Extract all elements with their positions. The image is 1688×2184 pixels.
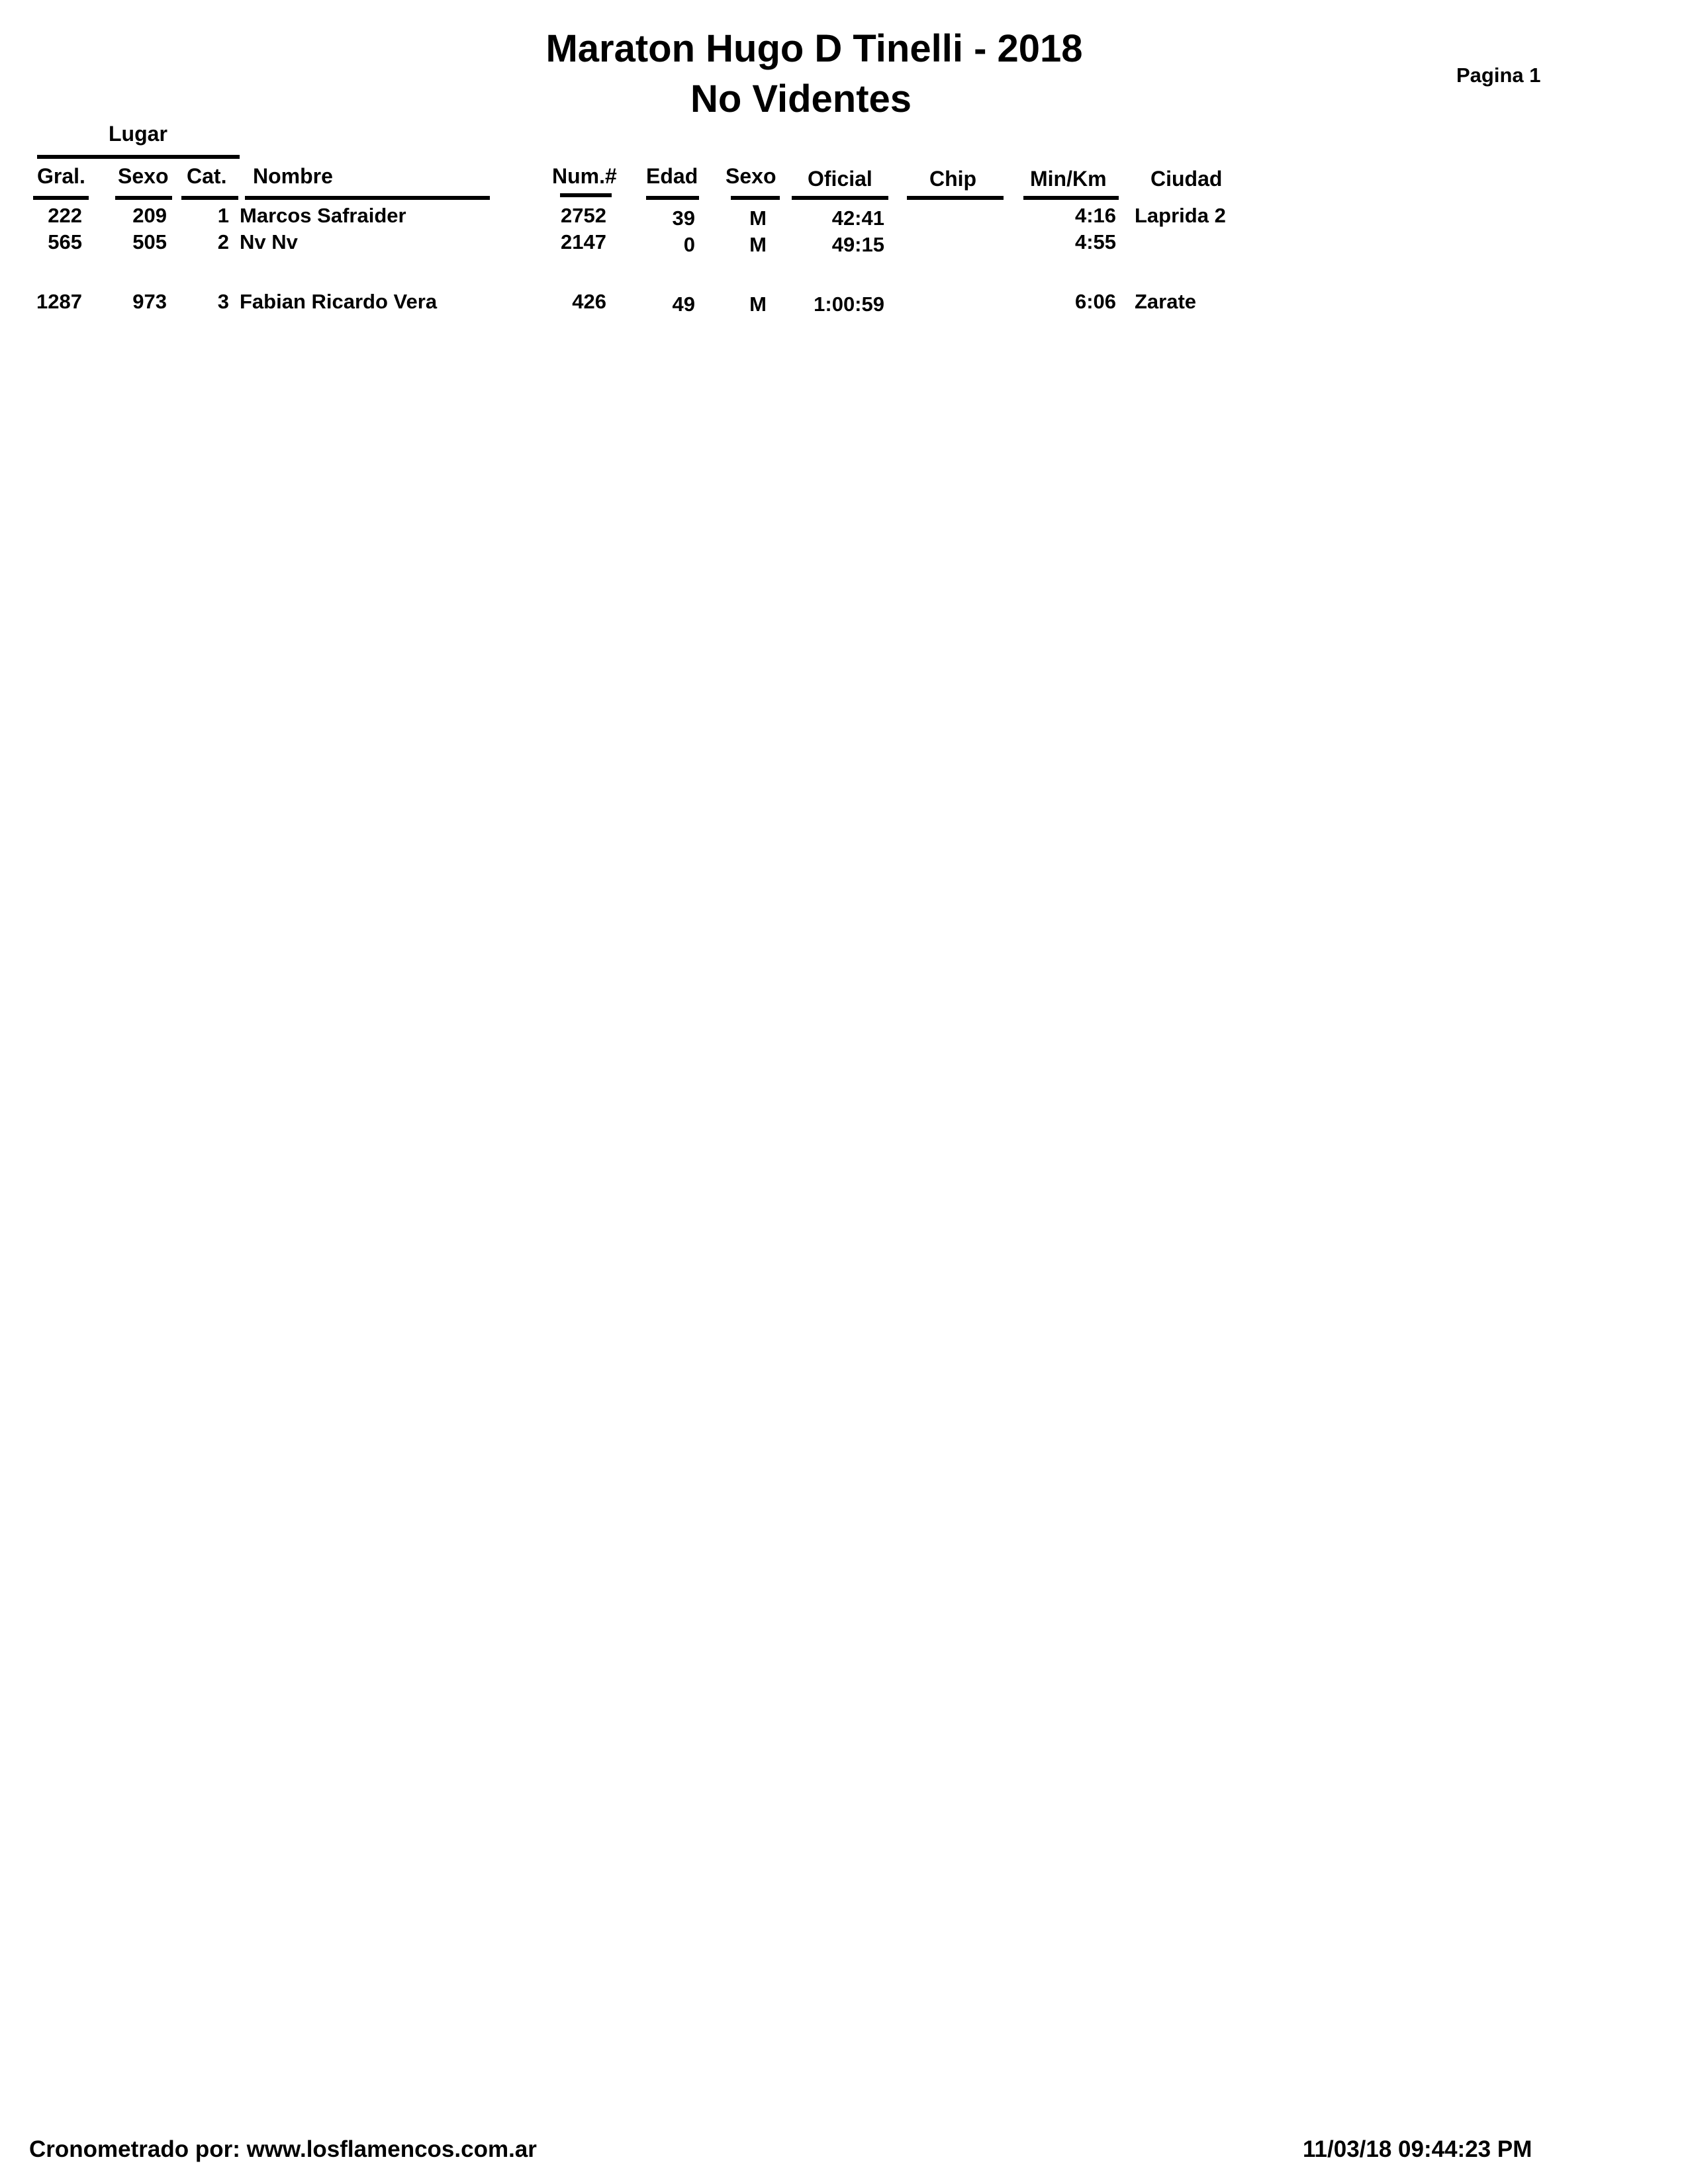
- cell-nombre: Fabian Ricardo Vera: [240, 290, 438, 313]
- cell-min-km: 4:16: [1074, 204, 1116, 227]
- col-rule-oficial: [792, 196, 888, 200]
- col-rule-num: [560, 193, 612, 197]
- cell-oficial: 42:41: [831, 206, 884, 230]
- col-header-sexo: Sexo: [726, 164, 776, 188]
- col-rule-chip: [907, 196, 1004, 200]
- cell-nombre: Nv Nv: [240, 230, 298, 253]
- col-header-edad: Edad: [646, 164, 698, 188]
- cell-ciudad: Zarate: [1135, 290, 1197, 313]
- col-rule-sexo-lugar: [115, 196, 172, 200]
- col-rule-sexo: [731, 196, 780, 200]
- col-header-ciudad: Ciudad: [1150, 167, 1223, 191]
- col-header-gral: Gral.: [37, 164, 85, 188]
- cell-sexo: M: [749, 293, 767, 316]
- col-header-oficial: Oficial: [808, 167, 872, 191]
- col-header-chip: Chip: [929, 167, 977, 191]
- cell-sexo-place: 505: [132, 230, 167, 253]
- cell-cat: 3: [217, 290, 229, 313]
- cell-edad: 39: [672, 206, 695, 230]
- cell-sexo: M: [749, 206, 767, 230]
- col-rule-edad: [646, 196, 699, 200]
- cell-num: 2752: [561, 204, 606, 227]
- col-header-cat: Cat.: [187, 164, 227, 188]
- footer-timestamp: 11/03/18 09:44:23 PM: [1303, 2136, 1532, 2162]
- col-header-sexo-lugar: Sexo: [118, 164, 169, 188]
- cell-num: 426: [572, 290, 606, 313]
- col-header-nombre: Nombre: [253, 164, 333, 188]
- col-rule-gral: [33, 196, 89, 200]
- cell-sexo: M: [749, 233, 767, 256]
- footer-credit: Cronometrado por: www.losflamencos.com.ar: [29, 2136, 537, 2162]
- cell-ciudad: Laprida 2: [1135, 204, 1226, 227]
- cell-cat: 1: [217, 204, 229, 227]
- cell-gral: 565: [48, 230, 82, 253]
- page-subtitle: No Videntes: [690, 77, 912, 120]
- col-rule-min-km: [1023, 196, 1119, 200]
- cell-gral: 1287: [36, 290, 82, 313]
- col-header-num: Num.#: [552, 164, 617, 188]
- cell-cat: 2: [217, 230, 229, 253]
- cell-edad: 49: [672, 293, 695, 316]
- col-header-min-km: Min/Km: [1030, 167, 1107, 191]
- cell-num: 2147: [561, 230, 606, 253]
- cell-sexo-place: 973: [132, 290, 167, 313]
- cell-edad: 0: [683, 233, 695, 256]
- col-rule-cat: [181, 196, 238, 200]
- cell-oficial: 49:15: [831, 233, 884, 256]
- lugar-group-label: Lugar: [109, 122, 167, 146]
- cell-min-km: 4:55: [1074, 230, 1116, 253]
- cell-oficial: 1:00:59: [814, 293, 884, 316]
- col-rule-nombre: [245, 196, 490, 200]
- page-number: Pagina 1: [1456, 64, 1541, 87]
- cell-min-km: 6:06: [1074, 290, 1116, 313]
- cell-nombre: Marcos Safraider: [240, 204, 406, 227]
- cell-sexo-place: 209: [132, 204, 167, 227]
- cell-gral: 222: [48, 204, 82, 227]
- lugar-group-rule: [37, 155, 240, 159]
- page-title: Maraton Hugo D Tinelli - 2018: [545, 27, 1083, 70]
